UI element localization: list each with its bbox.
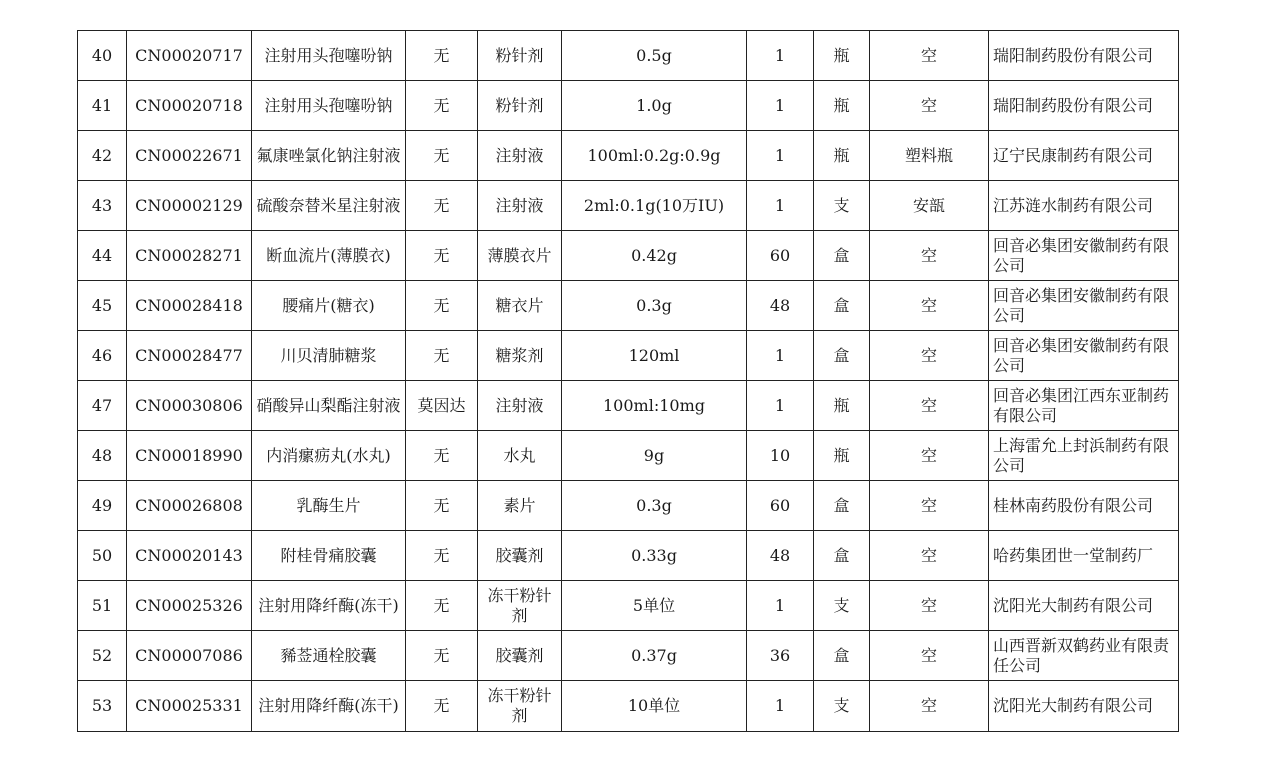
cell-dosage-form: 注射液 [478,181,562,231]
cell-drug-name: 注射用头孢噻吩钠 [252,81,406,131]
cell-quantity: 36 [747,631,814,681]
cell-drug-name: 硝酸异山梨酯注射液 [252,381,406,431]
cell-dosage-form: 糖浆剂 [478,331,562,381]
cell-drug-name: 豨莶通栓胶囊 [252,631,406,681]
cell-trade-name: 无 [406,131,478,181]
cell-unit: 支 [814,181,870,231]
cell-manufacturer: 辽宁民康制药有限公司 [989,131,1179,181]
cell-packaging: 空 [870,531,989,581]
cell-trade-name: 无 [406,281,478,331]
cell-spec: 0.3g [562,481,747,531]
cell-packaging: 空 [870,431,989,481]
cell-code: CN00025326 [127,581,252,631]
cell-unit: 盒 [814,231,870,281]
cell-index: 45 [78,281,127,331]
cell-index: 53 [78,681,127,732]
cell-manufacturer: 回音必集团安徽制药有限公司 [989,281,1179,331]
cell-quantity: 1 [747,331,814,381]
cell-code: CN00028477 [127,331,252,381]
cell-quantity: 1 [747,581,814,631]
cell-code: CN00028418 [127,281,252,331]
cell-spec: 9g [562,431,747,481]
cell-spec: 100ml:0.2g:0.9g [562,131,747,181]
cell-index: 48 [78,431,127,481]
table-row [78,281,1179,331]
cell-quantity: 60 [747,231,814,281]
cell-code: CN00002129 [127,181,252,231]
cell-manufacturer: 山西晋新双鹤药业有限责任公司 [989,631,1179,681]
table-row [78,181,1179,231]
cell-index: 42 [78,131,127,181]
cell-dosage-form: 粉针剂 [478,31,562,81]
cell-code: CN00026808 [127,481,252,531]
cell-spec: 10单位 [562,681,747,732]
cell-drug-name: 乳酶生片 [252,481,406,531]
cell-spec: 0.3g [562,281,747,331]
cell-code: CN00022671 [127,131,252,181]
table-row [78,131,1179,181]
cell-quantity: 1 [747,681,814,732]
cell-index: 52 [78,631,127,681]
cell-quantity: 1 [747,381,814,431]
cell-unit: 瓶 [814,381,870,431]
cell-trade-name: 无 [406,331,478,381]
cell-index: 43 [78,181,127,231]
cell-trade-name: 无 [406,481,478,531]
cell-dosage-form: 糖衣片 [478,281,562,331]
cell-unit: 盒 [814,631,870,681]
cell-unit: 支 [814,681,870,732]
cell-drug-name: 注射用降纤酶(冻干) [252,581,406,631]
cell-trade-name: 无 [406,631,478,681]
cell-drug-name: 氟康唑氯化钠注射液 [252,131,406,181]
cell-trade-name: 无 [406,231,478,281]
cell-index: 49 [78,481,127,531]
table-row [78,631,1179,681]
cell-dosage-form: 注射液 [478,131,562,181]
cell-quantity: 1 [747,81,814,131]
cell-index: 46 [78,331,127,381]
cell-code: CN00018990 [127,431,252,481]
cell-trade-name: 无 [406,681,478,732]
cell-code: CN00007086 [127,631,252,681]
cell-index: 44 [78,231,127,281]
cell-packaging: 空 [870,281,989,331]
cell-code: CN00020718 [127,81,252,131]
cell-quantity: 10 [747,431,814,481]
cell-quantity: 1 [747,181,814,231]
cell-drug-name: 注射用降纤酶(冻干) [252,681,406,732]
cell-dosage-form: 注射液 [478,381,562,431]
cell-spec: 0.42g [562,231,747,281]
cell-manufacturer: 回音必集团安徽制药有限公司 [989,331,1179,381]
cell-spec: 120ml [562,331,747,381]
cell-drug-name: 硫酸奈替米星注射液 [252,181,406,231]
cell-quantity: 48 [747,281,814,331]
cell-manufacturer: 江苏涟水制药有限公司 [989,181,1179,231]
cell-manufacturer: 回音必集团安徽制药有限公司 [989,231,1179,281]
cell-drug-name: 内消瘰疬丸(水丸) [252,431,406,481]
cell-index: 41 [78,81,127,131]
cell-unit: 盒 [814,331,870,381]
table-row [78,331,1179,381]
cell-unit: 支 [814,581,870,631]
cell-spec: 100ml:10mg [562,381,747,431]
cell-code: CN00030806 [127,381,252,431]
cell-dosage-form: 薄膜衣片 [478,231,562,281]
cell-spec: 2ml:0.1g(10万IU) [562,181,747,231]
table-row [78,681,1179,732]
cell-unit: 盒 [814,281,870,331]
cell-drug-name: 腰痛片(糖衣) [252,281,406,331]
cell-trade-name: 莫因达 [406,381,478,431]
cell-unit: 盒 [814,531,870,581]
cell-dosage-form: 素片 [478,481,562,531]
cell-packaging: 空 [870,231,989,281]
cell-drug-name: 注射用头孢噻吩钠 [252,31,406,81]
cell-dosage-form: 粉针剂 [478,81,562,131]
cell-index: 40 [78,31,127,81]
cell-quantity: 1 [747,31,814,81]
table-row [78,231,1179,281]
cell-quantity: 60 [747,481,814,531]
table-row [78,481,1179,531]
cell-drug-name: 附桂骨痛胶囊 [252,531,406,581]
cell-packaging: 空 [870,581,989,631]
cell-spec: 0.5g [562,31,747,81]
cell-packaging: 空 [870,81,989,131]
cell-trade-name: 无 [406,181,478,231]
cell-spec: 0.37g [562,631,747,681]
cell-trade-name: 无 [406,581,478,631]
table-row [78,31,1179,81]
cell-spec: 0.33g [562,531,747,581]
cell-manufacturer: 沈阳光大制药有限公司 [989,581,1179,631]
cell-code: CN00020143 [127,531,252,581]
cell-unit: 瓶 [814,31,870,81]
cell-manufacturer: 瑞阳制药股份有限公司 [989,81,1179,131]
cell-manufacturer: 上海雷允上封浜制药有限公司 [989,431,1179,481]
cell-dosage-form: 胶囊剂 [478,631,562,681]
cell-code: CN00020717 [127,31,252,81]
cell-spec: 1.0g [562,81,747,131]
cell-drug-name: 断血流片(薄膜衣) [252,231,406,281]
cell-packaging: 安瓿 [870,181,989,231]
cell-quantity: 48 [747,531,814,581]
cell-manufacturer: 桂林南药股份有限公司 [989,481,1179,531]
cell-dosage-form: 冻干粉针剂 [478,681,562,732]
cell-trade-name: 无 [406,531,478,581]
cell-packaging: 空 [870,331,989,381]
cell-index: 47 [78,381,127,431]
cell-packaging: 空 [870,631,989,681]
cell-index: 51 [78,581,127,631]
cell-manufacturer: 沈阳光大制药有限公司 [989,681,1179,732]
cell-packaging: 空 [870,31,989,81]
cell-trade-name: 无 [406,81,478,131]
table-row [78,581,1179,631]
table-row [78,431,1179,481]
cell-unit: 瓶 [814,131,870,181]
table-row [78,81,1179,131]
table-body [78,31,1179,732]
cell-code: CN00028271 [127,231,252,281]
cell-dosage-form: 水丸 [478,431,562,481]
cell-trade-name: 无 [406,31,478,81]
cell-drug-name: 川贝清肺糖浆 [252,331,406,381]
cell-dosage-form: 胶囊剂 [478,531,562,581]
cell-manufacturer: 回音必集团江西东亚制药有限公司 [989,381,1179,431]
cell-unit: 瓶 [814,431,870,481]
cell-manufacturer: 瑞阳制药股份有限公司 [989,31,1179,81]
cell-packaging: 空 [870,681,989,732]
cell-unit: 盒 [814,481,870,531]
cell-packaging: 塑料瓶 [870,131,989,181]
table-row [78,531,1179,581]
cell-manufacturer: 哈药集团世一堂制药厂 [989,531,1179,581]
cell-dosage-form: 冻干粉针剂 [478,581,562,631]
cell-packaging: 空 [870,381,989,431]
cell-quantity: 1 [747,131,814,181]
cell-packaging: 空 [870,481,989,531]
cell-trade-name: 无 [406,431,478,481]
cell-code: CN00025331 [127,681,252,732]
drug-table [77,30,1179,732]
cell-index: 50 [78,531,127,581]
cell-spec: 5单位 [562,581,747,631]
cell-unit: 瓶 [814,81,870,131]
table-row [78,381,1179,431]
